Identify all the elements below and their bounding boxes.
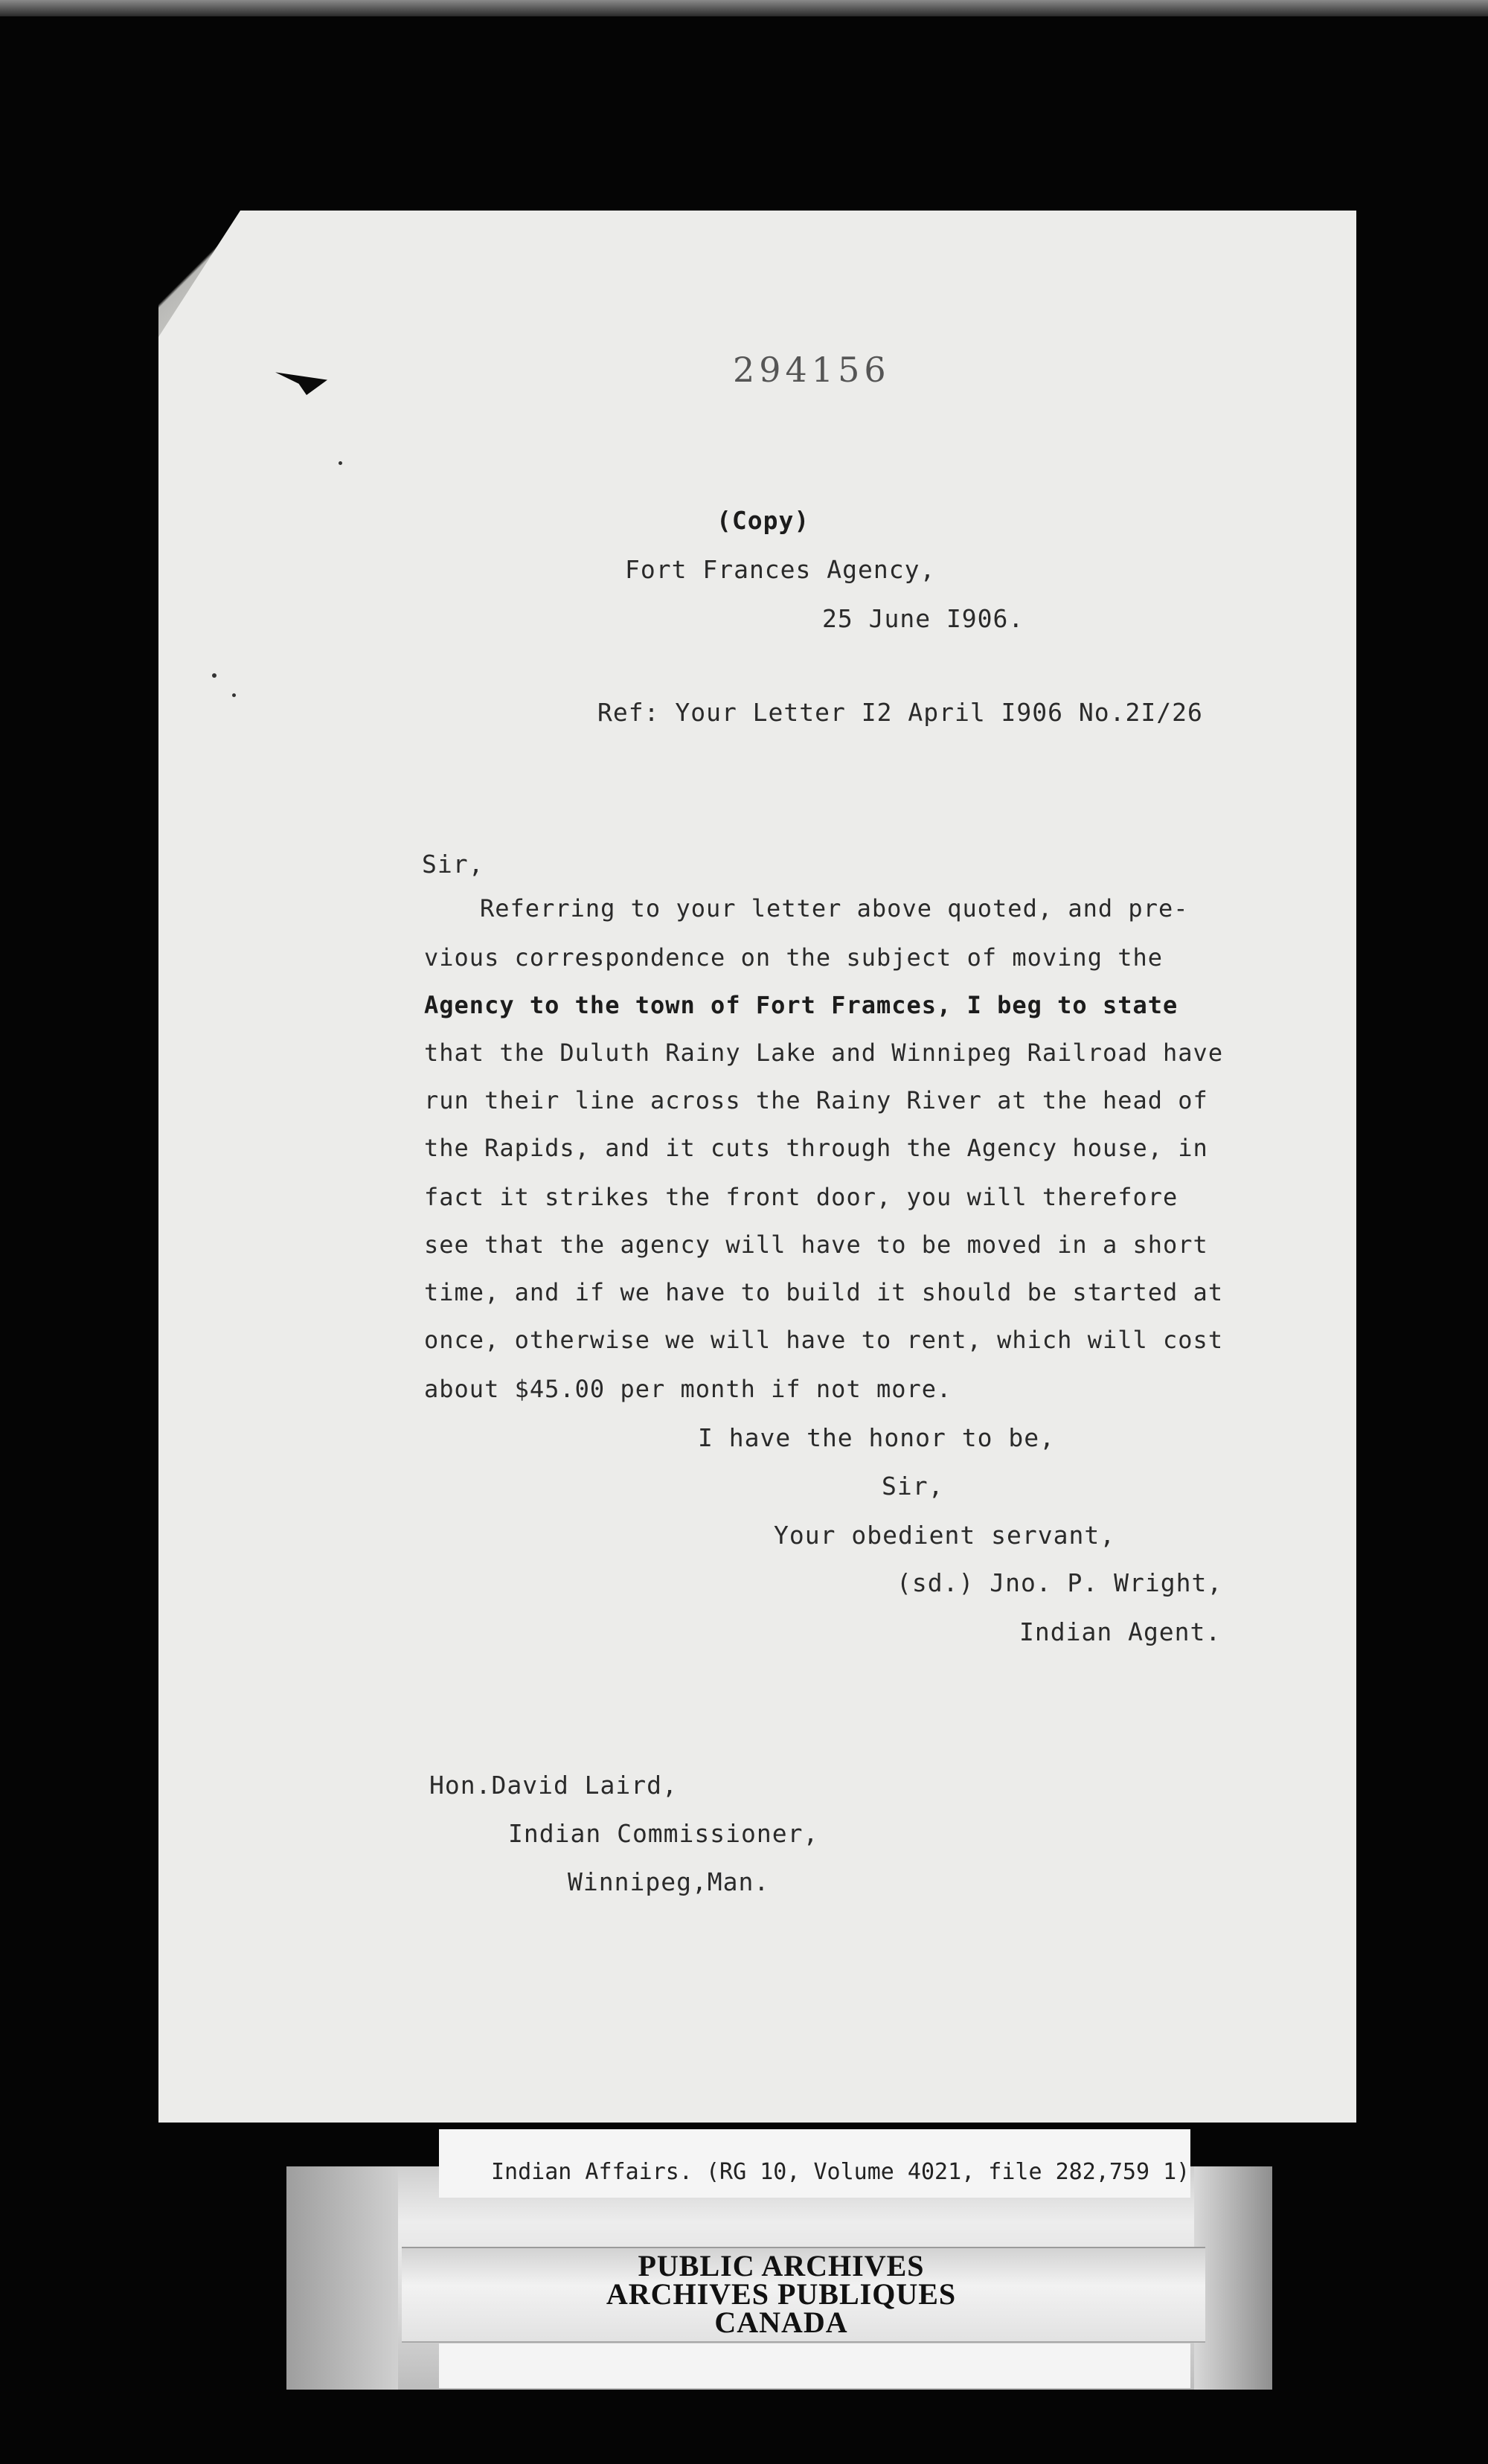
closing-servant: Your obedient servant,: [774, 1521, 1116, 1550]
body-line: run their line across the Rainy River at the head of: [424, 1086, 1208, 1114]
film-top-edge: [0, 0, 1488, 16]
body-line: Agency to the town of Fort Framces, I beg to state: [424, 991, 1178, 1019]
archive-stamp-bottom: [439, 2343, 1190, 2388]
stamp-archives-publiques: ARCHIVES PUBLIQUES: [606, 2277, 957, 2311]
ink-speck: [212, 673, 217, 678]
stamp-shadow: [286, 2166, 398, 2390]
body-line: fact it strikes the front door, you will therefore: [424, 1183, 1178, 1211]
archive-reference: Indian Affairs. (RG 10, Volume 4021, file 282,759 1): [491, 2159, 1190, 2185]
signer-title: Indian Agent.: [1019, 1617, 1222, 1646]
signature: (sd.) Jno. P. Wright,: [897, 1568, 1223, 1597]
stamp-canada: CANADA: [714, 2306, 848, 2339]
ink-speck: [232, 693, 236, 697]
body-line: that the Duluth Rainy Lake and Winnipeg Railroad have: [424, 1039, 1224, 1067]
body-line: about $45.00 per month if not more.: [424, 1375, 952, 1403]
body-line: see that the agency will have to be moved in a short: [424, 1231, 1208, 1259]
addressee-title: Indian Commissioner,: [508, 1819, 819, 1848]
closing-line: I have the honor to be,: [698, 1423, 1055, 1452]
salutation: Sir,: [422, 850, 484, 879]
stamp-shadow: [1194, 2166, 1272, 2390]
reference-line: Ref: Your Letter I2 April I906 No.2I/26: [597, 698, 1203, 727]
ink-speck: [339, 461, 342, 465]
body-line: Referring to your letter above quoted, and pre-: [480, 894, 1189, 923]
closing-sir: Sir,: [882, 1472, 944, 1501]
place-line: Fort Frances Agency,: [625, 555, 936, 584]
file-number: 294156: [733, 350, 891, 390]
addressee-name: Hon.David Laird,: [429, 1771, 678, 1800]
addressee-city: Winnipeg,Man.: [568, 1867, 770, 1896]
stamp-public-archives: PUBLIC ARCHIVES: [638, 2249, 925, 2282]
copy-label: (Copy): [716, 506, 810, 535]
body-line: time, and if we have to build it should be started at: [424, 1278, 1224, 1306]
body-line: vious correspondence on the subject of moving the: [424, 943, 1164, 972]
body-line: the Rapids, and it cuts through the Agency house, in: [424, 1134, 1208, 1162]
body-line: once, otherwise we will have to rent, which will cost: [424, 1326, 1224, 1354]
date-line: 25 June I906.: [822, 604, 1024, 633]
